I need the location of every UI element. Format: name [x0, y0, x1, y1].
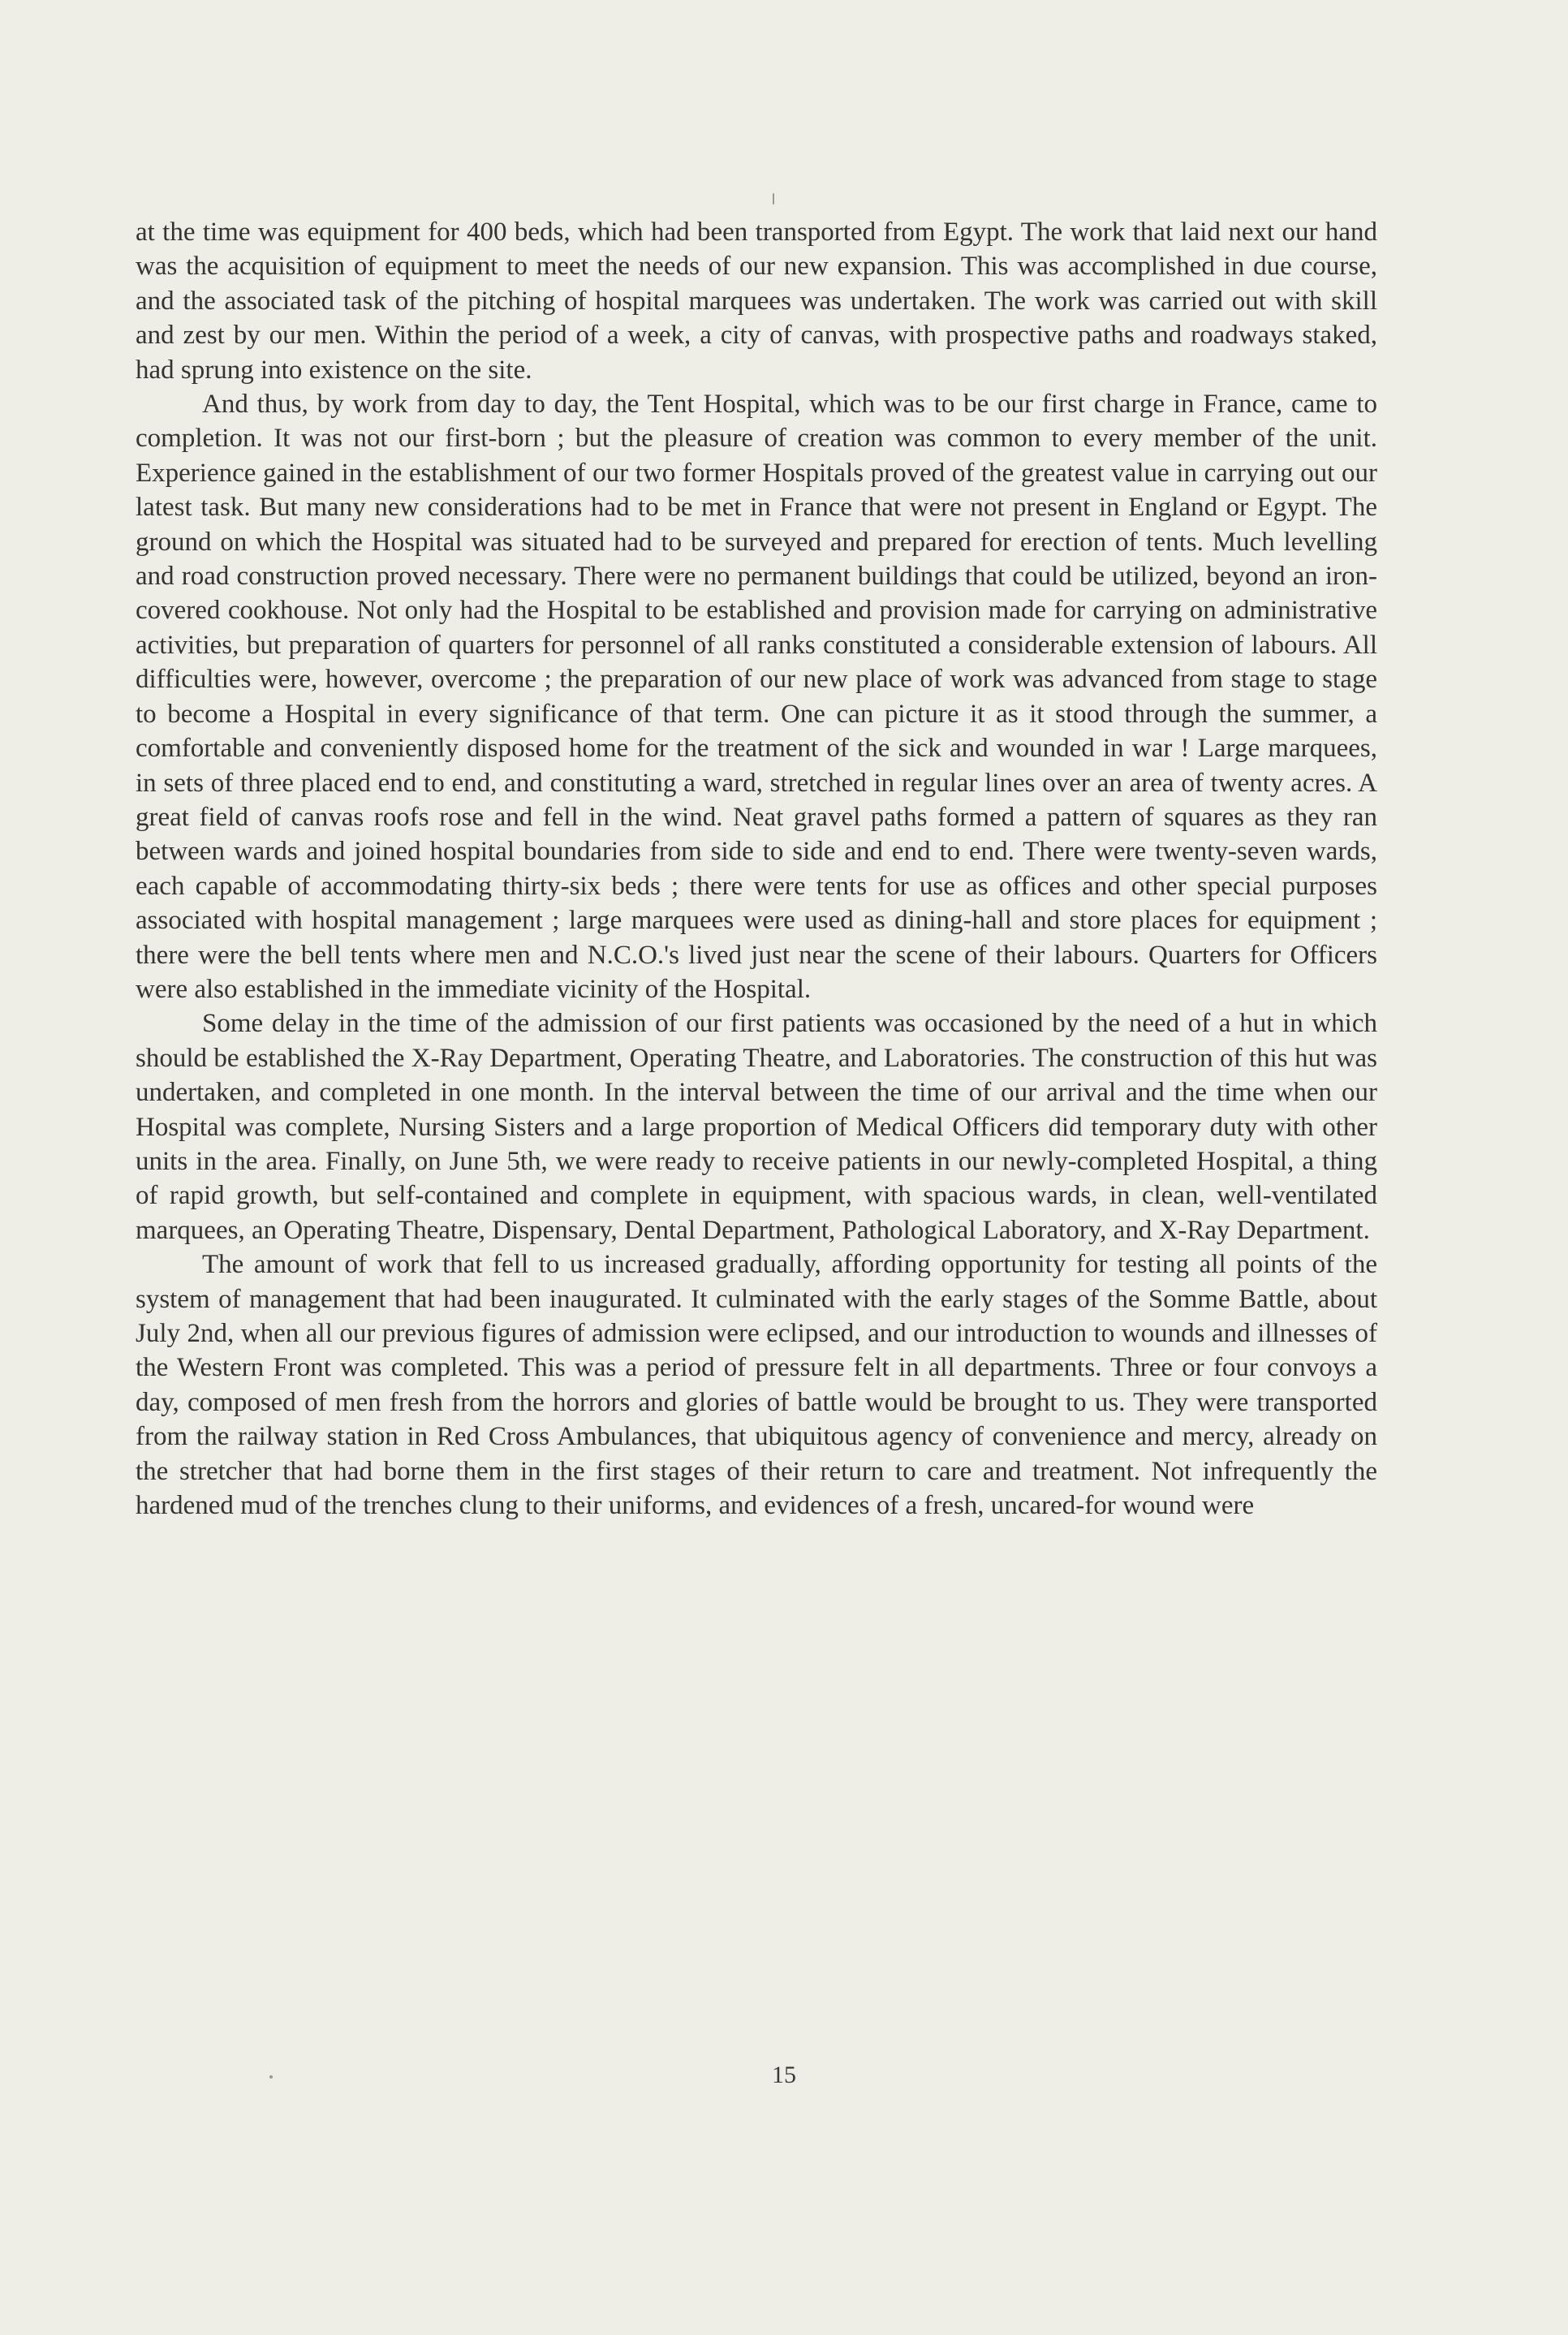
paragraph-3: Some delay in the time of the admission of our first patients was occasioned by the need of a hut in which should be established the X-Ray Department, Operating Theatre, and Laboratories. The construction of this hut was undertaken, and completed in one month. In the interval between the time of our arrival and the time when our Hospital was complete, Nursing Sisters and a large proportion of Medical Officers did temporary duty with other units in the area. Finally, on June 5th, we were ready to receive patients in our newly-completed Hospital, a thing of rapid growth, but self-contained and complete in equipment, with spacious wards, in clean, well-ventilated marquees, an Operating Theatre, Dispensary, Dental Department, Pathological Laboratory, and X-Ray Department.: [136, 1009, 1377, 1245]
body-text: [136, 215, 1377, 1523]
paper-speck: [773, 193, 774, 205]
paragraph-2: And thus, by work from day to day, the Tent Hospital, which was to be our first charge in France, came to completion. It was not our first-born ; but the pleasure of creation was common to every member of the unit. Experience gained in the establishment of our two former Hospitals proved of the greatest value in carrying out our latest task. But many new considerations had to be met in France that were not present in England or Egypt. The ground on which the Hospital was situated had to be surveyed and prepared for erection of tents. Much levelling and road construction proved necessary. There were no permanent buildings that could be utilized, beyond an iron-covered cookhouse. Not only had the Hospital to be established and provision made for carrying on administrative activities, but preparation of quarters for personnel of all ranks constituted a considerable extension of labours. All difficulties were, however, overcome ; the preparation of our new place of work was advanced from stage to stage to become a Hospital in every significance of that term. One can picture it as it stood through the summer, a comfortable and conveniently disposed home for the treatment of the sick and wounded in war ! Large marquees, in sets of three placed end to end, and constituting a ward, stretched in regular lines over an area of twenty acres. A great field of canvas roofs rose and fell in the wind. Neat gravel paths formed a pattern of squares as they ran between wards and joined hospital boundaries from side to side and end to end. There were twenty-seven wards, each capable of accommodating thirty-six beds ; there were tents for use as offices and other special purposes associated with hospital management ; large marquees were used as dining-hall and store places for equipment ; there were the bell tents where men and N.C.O.'s lived just near the scene of their labours. Quarters for Officers were also established in the immediate vicinity of the Hospital.: [136, 390, 1377, 1004]
page-number: 15: [772, 2061, 796, 2088]
paragraph-4: The amount of work that fell to us increased gradually, affording opportunity for testing all points of the system of management that had been inaugurated. It culminated with the early stages of the Somme Battle, about July 2nd, when all our previous figures of admission were eclipsed, and our introduction to wounds and illnesses of the Western Front was completed. This was a period of pressure felt in all departments. Three or four convoys a day, composed of men fresh from the horrors and glories of battle would be brought to us. They were transported from the railway station in Red Cross Ambulances, that ubiquitous agency of convenience and mercy, already on the stretcher that had borne them in the first stages of their return to care and treatment. Not infrequently the hardened mud of the trenches clung to their uniforms, and evidences of a fresh, uncared-for wound were: [136, 1250, 1377, 1521]
paragraph-1: at the time was equipment for 400 beds, which had been transported from Egypt. The work that laid next our hand was the acquisition of equipment to meet the needs of our new expansion. This was accomplished in due course, and the associated task of the pitching of hospital marquees was undertaken. The work was carried out with skill and zest by our men. Within the period of a week, a city of canvas, with prospective paths and roadways staked, had sprung into existence on the site.: [136, 218, 1377, 385]
